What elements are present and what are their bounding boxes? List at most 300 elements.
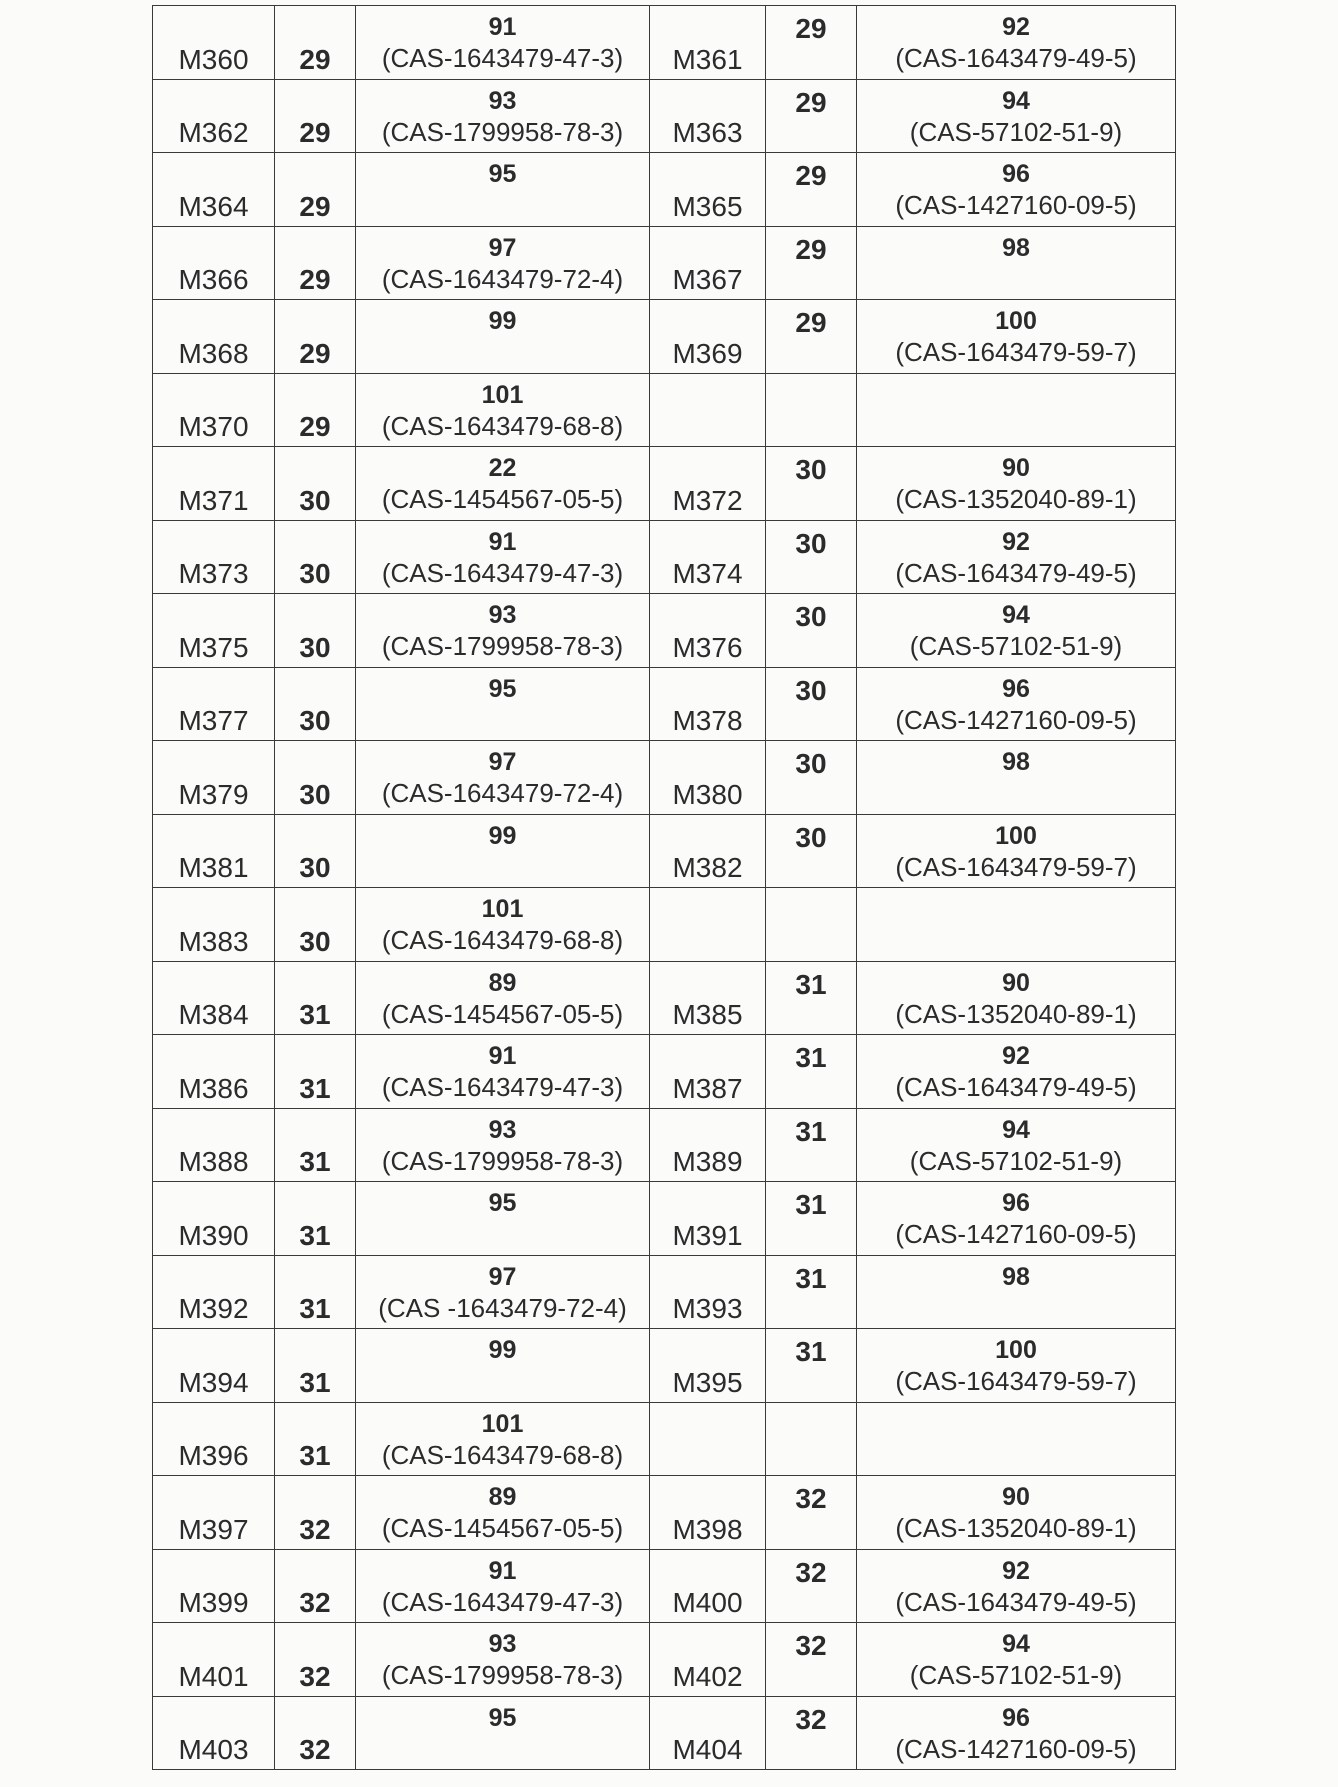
compound-id-cell xyxy=(153,6,275,80)
table-row xyxy=(153,1035,1176,1109)
compound-table-body xyxy=(153,6,1176,1770)
compound-id-cell xyxy=(650,1182,766,1256)
cas-number: (CAS-1427160-09-5) xyxy=(895,1219,1137,1249)
reagent-number: 94 xyxy=(1002,1630,1030,1658)
example-number: 32 xyxy=(299,1513,331,1545)
example-number: 30 xyxy=(795,601,827,632)
table-row xyxy=(153,1696,1176,1770)
example-number: 32 xyxy=(795,1483,827,1514)
compound-id: M401 xyxy=(178,1660,249,1692)
compound-id-cell xyxy=(650,1329,766,1403)
example-cell xyxy=(275,1402,356,1476)
compound-id: M377 xyxy=(178,705,249,736)
example-number: 30 xyxy=(299,852,331,883)
cas-number: (CAS-57102-51-9) xyxy=(909,631,1123,661)
example-number: 29 xyxy=(795,13,827,44)
example-number: 30 xyxy=(299,631,331,663)
reagent-cell xyxy=(356,373,650,447)
cas-number: (CAS-1352040-89-1) xyxy=(895,998,1137,1029)
reagent-cell xyxy=(857,1623,1176,1697)
table-row xyxy=(153,373,1176,447)
table-row xyxy=(153,226,1176,300)
example-number: 32 xyxy=(795,1703,827,1735)
cas-number: (CAS-1643479-59-7) xyxy=(895,337,1137,367)
example-cell xyxy=(766,1696,857,1770)
compound-id-cell xyxy=(650,520,766,594)
reagent-cell xyxy=(356,1402,650,1476)
compound-id-cell xyxy=(153,1108,275,1182)
compound-id: M364 xyxy=(178,190,249,222)
example-cell xyxy=(275,741,356,815)
reagent-cell xyxy=(857,520,1176,594)
example-cell xyxy=(275,1696,356,1770)
example-number: 31 xyxy=(795,1042,827,1073)
compound-id-cell xyxy=(153,1696,275,1770)
example-number: 31 xyxy=(795,1262,827,1294)
example-number: 32 xyxy=(299,1734,331,1765)
compound-id-cell xyxy=(650,1623,766,1697)
compound-id-cell xyxy=(650,961,766,1035)
example-number: 31 xyxy=(795,968,827,1000)
example-cell xyxy=(766,6,857,80)
reagent-number: 91 xyxy=(488,1042,517,1070)
cas-number: (CAS-1799958-78-3) xyxy=(381,631,624,661)
example-cell xyxy=(766,667,857,741)
cas-number: (CAS-1643479-72-4) xyxy=(381,778,624,808)
reagent-number: 93 xyxy=(488,1630,517,1658)
compound-id: M389 xyxy=(672,1146,743,1177)
table-row xyxy=(153,814,1176,888)
reagent-cell xyxy=(857,1476,1176,1550)
compound-id: M360 xyxy=(178,43,249,75)
reagent-number: 91 xyxy=(488,1556,517,1585)
reagent-cell xyxy=(857,1329,1176,1403)
example-cell xyxy=(275,300,356,374)
example-number: 31 xyxy=(299,1366,331,1398)
compound-id-cell xyxy=(650,1108,766,1182)
table-row xyxy=(153,667,1176,741)
reagent-number: 92 xyxy=(1002,527,1030,556)
reagent-cell xyxy=(356,1182,650,1256)
reagent-cell xyxy=(857,153,1176,227)
reagent-number: 93 xyxy=(488,86,517,115)
cas-number: (CAS-57102-51-9) xyxy=(909,116,1123,147)
compound-id-cell xyxy=(153,888,275,962)
compound-id-cell xyxy=(650,1696,766,1770)
reagent-number: 92 xyxy=(1002,13,1030,41)
compound-id: M383 xyxy=(178,925,249,957)
example-number: 29 xyxy=(299,337,331,369)
example-number: 30 xyxy=(795,821,827,853)
compound-id-cell xyxy=(153,1402,275,1476)
example-cell xyxy=(275,226,356,300)
compound-id: M371 xyxy=(178,484,249,516)
compound-id: M392 xyxy=(178,1293,249,1324)
table-row xyxy=(153,1549,1176,1623)
cas-number: (CAS-1427160-09-5) xyxy=(895,704,1137,735)
compound-id-cell xyxy=(153,1182,275,1256)
example-number: 31 xyxy=(299,1293,331,1324)
reagent-number: 91 xyxy=(488,527,517,556)
reagent-number: 90 xyxy=(1002,1483,1030,1511)
reagent-cell xyxy=(857,1696,1176,1770)
reagent-cell xyxy=(857,741,1176,815)
compound-id: M403 xyxy=(178,1734,249,1765)
compound-id-cell xyxy=(650,226,766,300)
compound-id-cell xyxy=(650,814,766,888)
compound-table xyxy=(152,5,1176,1770)
example-number: 30 xyxy=(795,527,827,559)
reagent-cell xyxy=(356,1623,650,1697)
table-row xyxy=(153,594,1176,668)
reagent-cell xyxy=(356,1476,650,1550)
example-number: 31 xyxy=(299,1146,331,1177)
reagent-number: 97 xyxy=(488,748,517,776)
compound-id-cell xyxy=(153,1035,275,1109)
example-number: 29 xyxy=(299,43,331,75)
reagent-cell xyxy=(356,153,650,227)
compound-id-cell xyxy=(650,667,766,741)
compound-id: M373 xyxy=(178,558,249,589)
compound-id: M378 xyxy=(672,705,743,736)
table-row xyxy=(153,447,1176,521)
compound-id: M361 xyxy=(672,43,743,75)
reagent-cell xyxy=(356,1696,650,1770)
reagent-number: 96 xyxy=(1002,674,1030,703)
compound-id-cell xyxy=(153,226,275,300)
example-number: 31 xyxy=(795,1189,827,1220)
table-row xyxy=(153,6,1176,80)
cas-number: (CAS-1643479-49-5) xyxy=(895,557,1137,588)
reagent-cell xyxy=(857,961,1176,1035)
reagent-cell xyxy=(857,1255,1176,1329)
example-cell xyxy=(766,1476,857,1550)
cas-number: (CAS-1643479-68-8) xyxy=(381,925,624,955)
example-number: 30 xyxy=(299,778,331,810)
cas-number: (CAS-1643479-59-7) xyxy=(895,1366,1137,1396)
compound-id-cell xyxy=(650,1476,766,1550)
reagent-cell xyxy=(857,1182,1176,1256)
example-cell xyxy=(275,594,356,668)
table-row xyxy=(153,79,1176,153)
compound-id: M385 xyxy=(672,999,743,1030)
example-cell xyxy=(766,1549,857,1623)
example-cell xyxy=(275,888,356,962)
compound-id-cell xyxy=(153,741,275,815)
compound-id: M382 xyxy=(672,852,743,883)
example-cell xyxy=(275,1329,356,1403)
example-cell xyxy=(766,961,857,1035)
reagent-number: 92 xyxy=(1002,1556,1030,1585)
cas-number: (CAS-57102-51-9) xyxy=(909,1660,1123,1690)
reagent-cell xyxy=(857,1549,1176,1623)
reagent-number: 92 xyxy=(1002,1042,1030,1070)
cas-number: (CAS-1643479-68-8) xyxy=(381,410,624,441)
reagent-number: 96 xyxy=(1002,160,1030,188)
reagent-cell xyxy=(857,79,1176,153)
compound-id-cell xyxy=(153,1255,275,1329)
compound-id: M368 xyxy=(178,337,249,369)
example-cell xyxy=(275,1549,356,1623)
cas-number: (CAS-57102-51-9) xyxy=(909,1145,1123,1176)
cas-number: (CAS-1454567-05-5) xyxy=(381,484,624,514)
compound-id: M384 xyxy=(178,999,249,1030)
compound-id: M400 xyxy=(672,1587,743,1618)
reagent-cell xyxy=(356,888,650,962)
reagent-cell xyxy=(356,1035,650,1109)
reagent-number: 90 xyxy=(1002,454,1030,482)
reagent-cell xyxy=(857,300,1176,374)
example-number: 31 xyxy=(299,1072,331,1104)
reagent-cell xyxy=(857,1402,1176,1476)
compound-id: M375 xyxy=(178,631,249,663)
cas-number: (CAS-1643479-49-5) xyxy=(895,1072,1137,1102)
compound-id: M366 xyxy=(178,264,249,295)
table-row xyxy=(153,888,1176,962)
reagent-cell xyxy=(857,594,1176,668)
compound-id-cell xyxy=(153,961,275,1035)
compound-id-cell xyxy=(153,447,275,521)
example-number: 29 xyxy=(795,307,827,338)
compound-id-cell xyxy=(650,6,766,80)
reagent-number: 22 xyxy=(488,454,517,482)
cas-number: (CAS-1643479-59-7) xyxy=(895,851,1137,882)
compound-id: M386 xyxy=(178,1072,249,1104)
cas-number: (CAS-1643479-49-5) xyxy=(895,1586,1137,1617)
compound-id-cell xyxy=(153,594,275,668)
compound-id: M395 xyxy=(672,1366,743,1398)
example-number: 31 xyxy=(299,999,331,1030)
reagent-cell xyxy=(356,594,650,668)
table-row xyxy=(153,1402,1176,1476)
reagent-cell xyxy=(356,1549,650,1623)
reagent-number: 100 xyxy=(995,307,1037,335)
table-row xyxy=(153,520,1176,594)
compound-id: M393 xyxy=(672,1293,743,1324)
reagent-number: 93 xyxy=(488,1115,517,1144)
example-number: 32 xyxy=(299,1587,331,1618)
example-number: 29 xyxy=(299,411,331,442)
reagent-number: 101 xyxy=(481,1409,524,1438)
example-number: 30 xyxy=(795,748,827,779)
reagent-number: 95 xyxy=(488,674,517,703)
cas-number: (CAS-1643479-47-3) xyxy=(381,1586,624,1617)
example-number: 32 xyxy=(795,1630,827,1661)
example-number: 30 xyxy=(299,925,331,957)
table-row xyxy=(153,1255,1176,1329)
example-cell xyxy=(275,373,356,447)
example-number: 30 xyxy=(299,484,331,516)
example-cell xyxy=(766,447,857,521)
reagent-number: 89 xyxy=(488,968,517,997)
reagent-number: 99 xyxy=(488,307,517,335)
example-cell xyxy=(766,373,857,447)
example-cell xyxy=(766,594,857,668)
reagent-cell xyxy=(857,447,1176,521)
compound-id-cell xyxy=(153,1476,275,1550)
reagent-cell xyxy=(356,447,650,521)
compound-id-cell xyxy=(650,300,766,374)
compound-id-cell xyxy=(153,520,275,594)
cas-number: (CAS-1643479-49-5) xyxy=(895,43,1137,73)
example-cell xyxy=(275,153,356,227)
example-number: 31 xyxy=(299,1440,331,1471)
cas-number: (CAS-1643479-72-4) xyxy=(381,263,624,294)
reagent-number: 96 xyxy=(1002,1189,1030,1217)
example-cell xyxy=(766,814,857,888)
reagent-number: 101 xyxy=(481,380,524,409)
compound-id: M387 xyxy=(672,1072,743,1104)
compound-id: M363 xyxy=(672,117,743,148)
reagent-number: 89 xyxy=(488,1483,517,1511)
cas-number: (CAS-1799958-78-3) xyxy=(381,1145,624,1176)
cas-number: (CAS-1799958-78-3) xyxy=(381,116,624,147)
compound-id: M374 xyxy=(672,558,743,589)
table-row xyxy=(153,1182,1176,1256)
compound-id: M376 xyxy=(672,631,743,663)
reagent-cell xyxy=(356,520,650,594)
reagent-number: 93 xyxy=(488,601,517,629)
reagent-cell xyxy=(857,888,1176,962)
reagent-cell xyxy=(857,373,1176,447)
reagent-cell xyxy=(356,79,650,153)
table-row xyxy=(153,1108,1176,1182)
reagent-number: 101 xyxy=(481,895,524,923)
reagent-cell xyxy=(857,814,1176,888)
example-number: 32 xyxy=(299,1660,331,1692)
compound-id-cell xyxy=(650,741,766,815)
table-row xyxy=(153,1476,1176,1550)
compound-id-cell xyxy=(153,153,275,227)
example-cell xyxy=(275,1623,356,1697)
example-cell xyxy=(766,520,857,594)
table-row xyxy=(153,1329,1176,1403)
cas-number: (CAS-1352040-89-1) xyxy=(895,1513,1137,1543)
compound-id: M396 xyxy=(178,1440,249,1471)
compound-id-cell xyxy=(153,667,275,741)
compound-id-cell xyxy=(153,373,275,447)
example-number: 29 xyxy=(795,233,827,265)
compound-id-cell xyxy=(153,300,275,374)
example-number: 30 xyxy=(299,558,331,589)
example-cell xyxy=(275,79,356,153)
compound-id-cell xyxy=(153,814,275,888)
example-cell xyxy=(275,1035,356,1109)
cas-number: (CAS-1643479-68-8) xyxy=(381,1439,624,1470)
reagent-cell xyxy=(356,1329,650,1403)
reagent-cell xyxy=(857,1108,1176,1182)
compound-id-cell xyxy=(650,1549,766,1623)
compound-id-cell xyxy=(650,447,766,521)
reagent-number: 95 xyxy=(488,160,517,188)
cas-number: (CAS-1352040-89-1) xyxy=(895,484,1137,514)
table-row xyxy=(153,1623,1176,1697)
compound-id: M402 xyxy=(672,1660,743,1692)
compound-id-cell xyxy=(153,1623,275,1697)
example-cell xyxy=(766,1108,857,1182)
example-cell xyxy=(766,1329,857,1403)
example-cell xyxy=(766,888,857,962)
compound-id-cell xyxy=(650,1255,766,1329)
compound-id-cell xyxy=(650,888,766,962)
cas-number: (CAS-1799958-78-3) xyxy=(381,1660,624,1690)
reagent-number: 99 xyxy=(488,1336,517,1364)
table-row xyxy=(153,153,1176,227)
example-number: 29 xyxy=(299,264,331,295)
compound-id: M369 xyxy=(672,337,743,369)
compound-id-cell xyxy=(650,153,766,227)
reagent-cell xyxy=(356,1108,650,1182)
example-number: 30 xyxy=(795,454,827,485)
reagent-number: 94 xyxy=(1002,86,1030,115)
reagent-number: 98 xyxy=(1002,1262,1030,1291)
table-row xyxy=(153,300,1176,374)
reagent-cell xyxy=(356,814,650,888)
compound-id: M379 xyxy=(178,778,249,810)
reagent-number: 100 xyxy=(995,1336,1037,1364)
reagent-number: 100 xyxy=(995,821,1037,850)
reagent-cell xyxy=(356,741,650,815)
compound-id: M362 xyxy=(178,117,249,148)
cas-number: (CAS-1427160-09-5) xyxy=(895,190,1137,220)
compound-id: M404 xyxy=(672,1734,743,1765)
example-cell xyxy=(275,1255,356,1329)
example-number: 29 xyxy=(795,160,827,191)
compound-id: M394 xyxy=(178,1366,249,1398)
example-number: 31 xyxy=(795,1336,827,1367)
reagent-number: 98 xyxy=(1002,233,1030,262)
reagent-number: 98 xyxy=(1002,748,1030,776)
example-number: 32 xyxy=(795,1556,827,1588)
reagent-cell xyxy=(356,6,650,80)
example-cell xyxy=(275,1108,356,1182)
example-cell xyxy=(275,520,356,594)
reagent-number: 90 xyxy=(1002,968,1030,997)
cas-number: (CAS -1643479-72-4) xyxy=(378,1292,627,1323)
example-number: 30 xyxy=(299,705,331,736)
example-cell xyxy=(275,667,356,741)
cas-number: (CAS-1643479-47-3) xyxy=(381,43,624,73)
reagent-cell xyxy=(356,226,650,300)
reagent-number: 91 xyxy=(488,13,517,41)
example-cell xyxy=(766,1623,857,1697)
compound-id-cell xyxy=(650,79,766,153)
reagent-cell xyxy=(857,6,1176,80)
reagent-number: 94 xyxy=(1002,1115,1030,1144)
example-cell xyxy=(766,300,857,374)
example-cell xyxy=(766,153,857,227)
example-cell xyxy=(275,961,356,1035)
example-cell xyxy=(275,447,356,521)
example-number: 31 xyxy=(299,1219,331,1251)
table-row xyxy=(153,741,1176,815)
reagent-cell xyxy=(356,961,650,1035)
compound-id-cell xyxy=(153,1329,275,1403)
reagent-number: 94 xyxy=(1002,601,1030,629)
compound-id-cell xyxy=(650,594,766,668)
reagent-cell xyxy=(356,667,650,741)
reagent-number: 95 xyxy=(488,1189,517,1217)
example-cell xyxy=(275,814,356,888)
example-number: 31 xyxy=(795,1115,827,1147)
compound-id-cell xyxy=(650,1035,766,1109)
example-cell xyxy=(766,1182,857,1256)
example-cell xyxy=(766,226,857,300)
example-cell xyxy=(275,1182,356,1256)
example-cell xyxy=(275,6,356,80)
compound-id: M391 xyxy=(672,1219,743,1251)
reagent-cell xyxy=(857,1035,1176,1109)
